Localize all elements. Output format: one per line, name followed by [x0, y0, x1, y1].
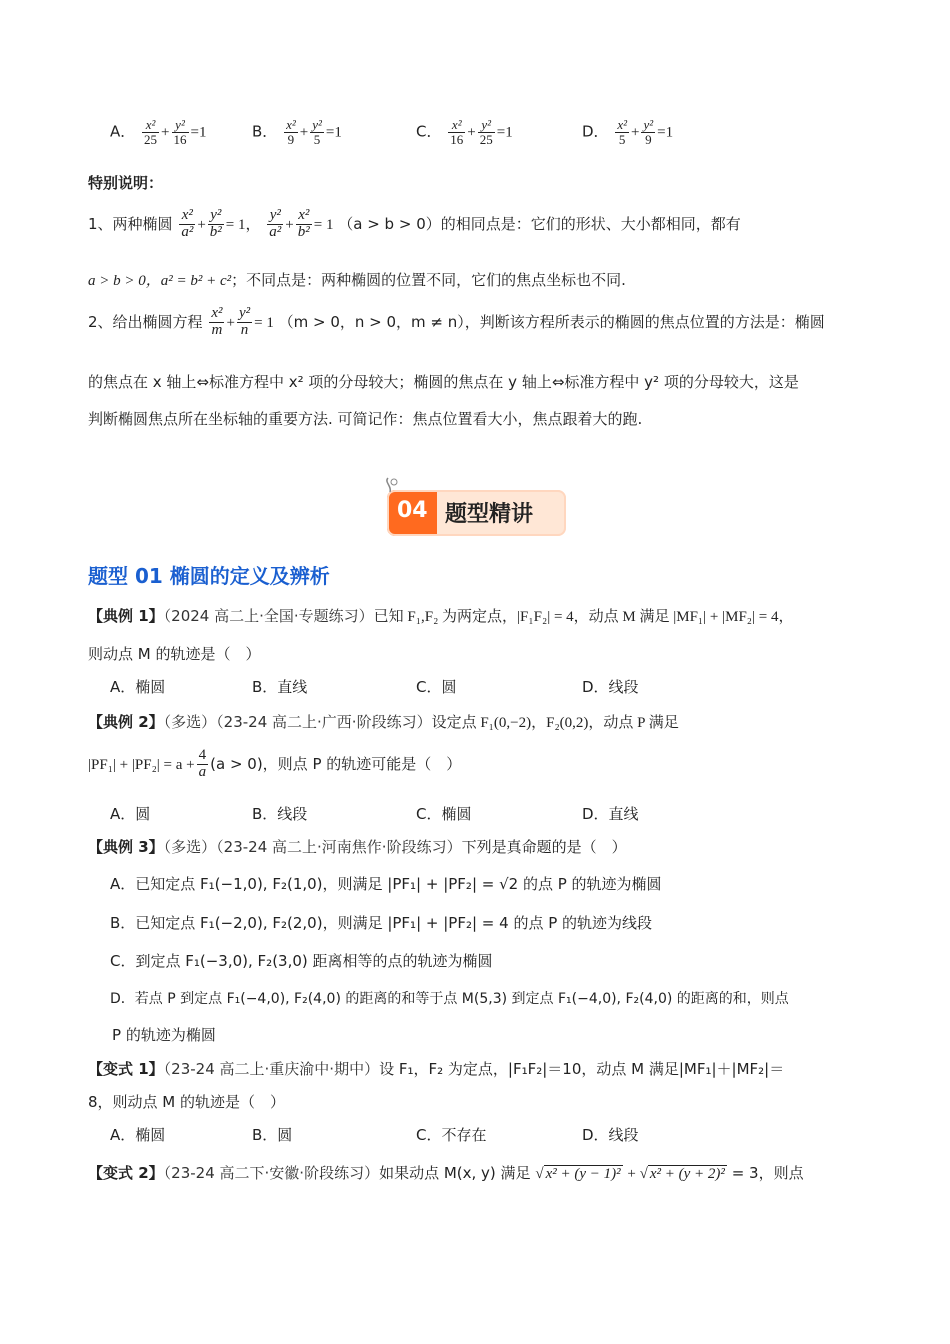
denominator: 16 — [173, 131, 187, 147]
variant-text: 如果动点 M(x, y) 满足 — [379, 1164, 531, 1182]
paragraph-text: （a > b > 0）的相同点是：它们的形状、大小都相同，都有 — [338, 214, 741, 233]
denominator: 16 — [450, 131, 464, 147]
equation-rhs: =1 — [496, 124, 513, 141]
section-title: 题型 01 椭圆的定义及辨析 — [88, 564, 330, 588]
fraction — [284, 118, 298, 146]
paragraph-text: ；不同点是：两种椭圆的位置不同，它们的焦点坐标也不同. — [231, 271, 626, 289]
option-row-top — [110, 118, 830, 158]
variant-text: = 3，则点 — [731, 1164, 804, 1182]
example-tag: 【典例 2】 — [88, 713, 164, 731]
banner-number: 04 — [397, 498, 428, 523]
paragraph-text: （m > 0，n > 0，m ≠ n），判断该方程所表示的椭圆的焦点位置的方法是：椭圆 — [278, 312, 825, 331]
variant-tag: 【变式 2】 — [88, 1164, 164, 1182]
sqrt-expression: x² + (y + 2)² — [649, 1166, 725, 1182]
fraction: $\frac{\text{x²}}{m}$ — [211, 305, 223, 338]
denominator: 25 — [144, 131, 158, 147]
example-text: 设定点 F₁(0,−2)，F₂(0,2)，动点 P 满足 — [431, 715, 679, 731]
fraction — [478, 118, 495, 146]
special-heading: 特别说明： — [88, 174, 164, 192]
example-3-option-c: C．到定点 F₁(−3,0), F₂(3,0) 距离相等的点的轨迹为椭圆 — [110, 952, 493, 970]
example-source: （多选）（23-24 高二上·广西·阶段练习） — [163, 713, 432, 731]
fraction — [448, 118, 465, 146]
example-source: （多选）（23-24 高二上·河南焦作·阶段练习） — [163, 838, 462, 856]
fraction: $\frac{\text{y²}}{n}$ — [238, 305, 251, 338]
fraction: $\frac{\text{y²}}{\text{a²}}$ — [269, 207, 282, 240]
equation-rhs: =1 — [325, 124, 342, 141]
option-b: B．圆 — [252, 1126, 293, 1144]
option-d: D．直线 — [582, 805, 639, 823]
example-text: (a > 0)，则点 P 的轨迹可能是（ ） — [210, 754, 462, 773]
equation-rhs: =1 — [190, 124, 207, 141]
option-c: C． $\frac{\text{x²}}{16}$ + $\frac{\text{y²}}{25}$ =1 — [416, 117, 513, 147]
equation-rhs: =1 — [657, 124, 674, 141]
numerator: 4 — [198, 747, 207, 763]
option-b: B．直线 — [252, 678, 308, 696]
example-tag: 【典例 1】 — [88, 607, 164, 625]
numerator: y² — [478, 118, 495, 133]
fraction: $\frac{\text{y²}}{\text{b²}}$ — [209, 207, 222, 240]
numerator: y² — [643, 117, 654, 132]
numerator: x² — [142, 118, 159, 133]
fraction — [641, 118, 655, 146]
denominator: 5 — [313, 131, 321, 147]
example-3 — [88, 836, 627, 857]
special-paragraph-2: 2、给出椭圆方程 $\frac{\text{x²}}{m}$ + $\frac{\text{y²}}{n}$ = 1 （m > 0，n > 0，m ≠ n），判断该方程所表示的椭圆的焦点位置的方法是：椭圆 — [88, 305, 825, 338]
example-source: （2024 高二上·全国·专题练习） — [163, 607, 374, 625]
paragraph-text: 2、给出椭圆方程 — [88, 312, 203, 331]
fraction — [310, 118, 324, 146]
option-a: A． $\frac{\text{x²}}{25}$ + $\frac{\text{y²}}{16}$ =1 — [110, 117, 207, 147]
option-d: D． $\frac{\text{x²}}{5}$ + $\frac{\text{y²}}{9}$ =1 — [582, 117, 674, 147]
variant-source: （23-24 高二上·重庆渝中·期中） — [163, 1060, 380, 1078]
fraction — [615, 118, 629, 146]
fraction — [142, 118, 159, 146]
variant-1-line2: 8，则动点 M 的轨迹是（ ） — [88, 1093, 286, 1111]
numerator: x² — [448, 118, 465, 133]
option-c: C．椭圆 — [416, 805, 472, 823]
math-inline: a > b > 0，a² = b² + c² — [88, 273, 232, 289]
example-2 — [88, 711, 679, 732]
special-paragraph-1-line2 — [88, 269, 626, 290]
option-label: D． — [582, 122, 609, 141]
special-paragraph-2-line3: 判断椭圆焦点所在坐标轴的重要方法. 可简记作：焦点位置看大小，焦点跟着大的跑. — [88, 410, 643, 428]
example-3-option-b: B．已知定点 F₁(−2,0), F₂(2,0)，则满足 |PF₁| + |PF₂| = 4 的点 P 的轨迹为线段 — [110, 914, 653, 932]
numerator: y² — [312, 117, 322, 132]
fraction: $\frac{\text{x²}}{\text{b²}}$ — [297, 207, 310, 240]
option-a: A．椭圆 — [110, 678, 166, 696]
denominator: 9 — [645, 131, 652, 147]
special-paragraph-2-line2: 的焦点在 x 轴上⇔标准方程中 x² 项的分母较大；椭圆的焦点在 y 轴上⇔标准方程中 y² 项的分母较大，这是 — [88, 373, 799, 391]
option-c: C．圆 — [416, 678, 457, 696]
banner-title: 题型精讲 — [445, 502, 534, 527]
option-label: A． — [110, 122, 136, 141]
option-d: D．线段 — [582, 678, 639, 696]
numerator: x² — [286, 117, 296, 132]
option-a: A．圆 — [110, 805, 151, 823]
example-1-line2: 则动点 M 的轨迹是（ ） — [88, 645, 261, 663]
section-banner — [387, 490, 566, 536]
option-a: A．椭圆 — [110, 1126, 166, 1144]
example-1 — [88, 605, 794, 626]
denominator: a — [198, 763, 207, 780]
variant-tag: 【变式 1】 — [88, 1060, 164, 1078]
fraction: $\frac{\text{x²}}{\text{a²}}$ — [181, 207, 194, 240]
denominator: 25 — [479, 131, 493, 147]
denominator: 5 — [618, 131, 626, 147]
example-text: 已知 F₁,F₂ 为两定点，|F₁F₂| = 4，动点 M 满足 |MF₁| + |MF₂| = 4， — [373, 609, 794, 625]
example-3-option-a: A．已知定点 F₁(−1,0), F₂(1,0)，则满足 |PF₁| + |PF₂| = √2 的点 P 的轨迹为椭圆 — [110, 875, 662, 893]
special-paragraph-1: 1、两种椭圆 $\frac{\text{x²}}{\text{a²}}$ + $\frac{\text{y²}}{\text{b²}}$ = 1， $\frac{\text{y²}}{\text{a²}}$ + $\frac{\text{x²}}{\text{b²}}$ = 1 （a > b > 0）的相同点是：它们的形状、大小都相同，都有 — [88, 207, 741, 240]
variant-text: 设 F₁，F₂ 为定点，|F₁F₂|＝10，动点 M 满足|MF₁|＋|MF₂|＝ — [379, 1060, 785, 1078]
option-c: C．不存在 — [416, 1126, 487, 1144]
numerator: x² — [617, 117, 628, 132]
example-text: 下列是真命题的是（ ） — [461, 838, 627, 856]
option-b: B．线段 — [252, 805, 308, 823]
math-inline: |PF₁| + |PF₂| = a + — [88, 756, 195, 773]
example-3-option-d-line2: P 的轨迹为椭圆 — [112, 1026, 216, 1044]
example-3-option-d: D．若点 P 到定点 F₁(−4,0), F₂(4,0) 的距离的和等于点 M(5,3) 到定点 F₁(−4,0), F₂(4,0) 的距离的和，则点 — [110, 991, 789, 1007]
variant-source: （23-24 高二下·安徽·阶段练习） — [163, 1164, 380, 1182]
numerator: y² — [172, 118, 189, 133]
option-label: B． — [252, 122, 278, 141]
denominator: 9 — [287, 131, 295, 147]
option-b: B． $\frac{\text{x²}}{9}$ + $\frac{\text{y²}}{5}$ =1 — [252, 117, 342, 147]
example-2-line2 — [88, 748, 461, 781]
fraction — [172, 118, 189, 146]
fraction — [197, 748, 209, 781]
paragraph-text: 1、两种椭圆 — [88, 214, 173, 233]
variant-2: 【变式 2】（23-24 高二下·安徽·阶段练习）如果动点 M(x, y) 满足 √ x² + (y − 1)² + √ x² + (y + 2)² = 3，则点 — [88, 1164, 804, 1182]
pin-icon — [382, 476, 402, 496]
sqrt-expression: x² + (y − 1)² — [545, 1166, 621, 1182]
example-tag: 【典例 3】 — [88, 838, 164, 856]
option-d: D．线段 — [582, 1126, 639, 1144]
option-label: C． — [416, 122, 442, 141]
variant-1 — [88, 1058, 784, 1079]
